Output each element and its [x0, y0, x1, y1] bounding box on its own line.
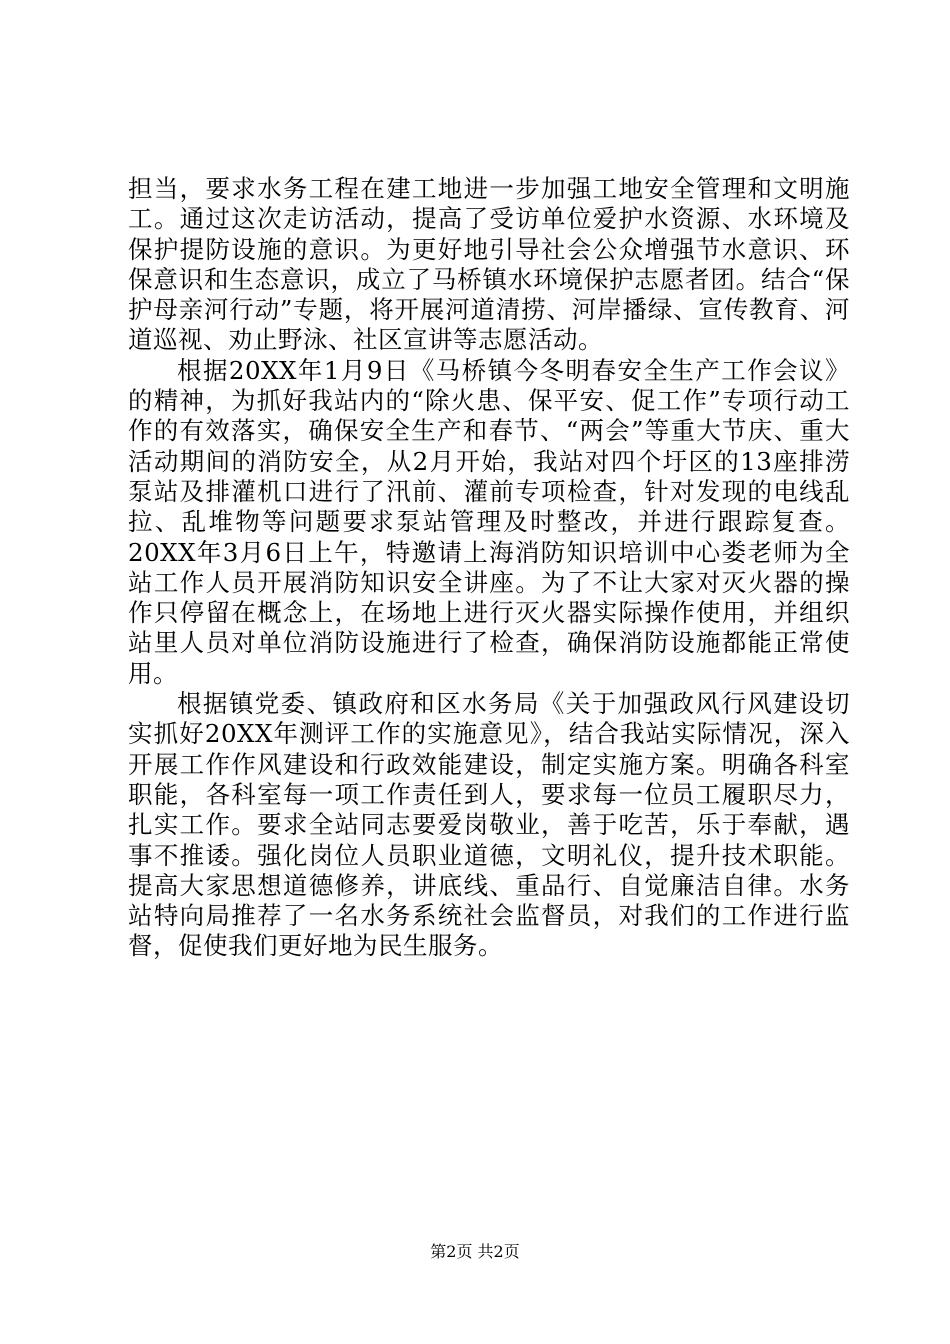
paragraph-fire-safety: 根据20XX年1月9日《马桥镇今冬明春安全生产工作会议》的精神，为抓好我站内的“除火患、保平安、促工作”专项行动工作的有效落实，确保安全生产和春节、“两会”等重大节庆、重大活动期间的消防安全，从2月开始，我站对四个圩区的13座排涝泵站及排灌机口进行了汛前、灌前专项检查，针对发现的电线乱拉、乱堆物等问题要求泵站管理及时整改，并进行跟踪复查。20XX年3月6日上午，特邀请上海消防知识培训中心娄老师为全站工作人员开展消防知识安全讲座。为了不让大家对灭火器的操作只停留在概念上，在场地上进行灭火器实际操作使用，并组织站里人员对单位消防设施进行了检查，确保消防设施都能正常使用。	[128, 355, 850, 688]
paragraph-continuation: 担当，要求水务工程在建工地进一步加强工地安全管理和文明施工。通过这次走访活动，提高了受访单位爱护水资源、水环境及保护提防设施的意识。为更好地引导社会公众增强节水意识、环保意识和生态意识，成立了马桥镇水环境保护志愿者团。结合“保护母亲河行动”专题，将开展河道清捞、河岸播绿、宣传教育、河道巡视、劝止野泳、社区宣讲等志愿活动。	[128, 174, 850, 355]
document-body	[128, 174, 850, 962]
paragraph-work-style: 根据镇党委、镇政府和区水务局《关于加强政风行风建设切实抓好20XX年测评工作的实施意见》，结合我站实际情况，深入开展工作作风建设和行政效能建设，制定实施方案。明确各科室职能，各科室每一项工作责任到人，要求每一位员工履职尽力，扎实工作。要求全站同志要爱岗敬业，善于吃苦，乐于奉献，遇事不推诿。强化岗位人员职业道德，文明礼仪，提升技术职能。提高大家思想道德修养，讲底线、重品行、自觉廉洁自律。水务站特向局推荐了一名水务系统社会监督员，对我们的工作进行监督，促使我们更好地为民生服务。	[128, 689, 850, 961]
page-footer: 第2页 共2页	[430, 1242, 520, 1261]
